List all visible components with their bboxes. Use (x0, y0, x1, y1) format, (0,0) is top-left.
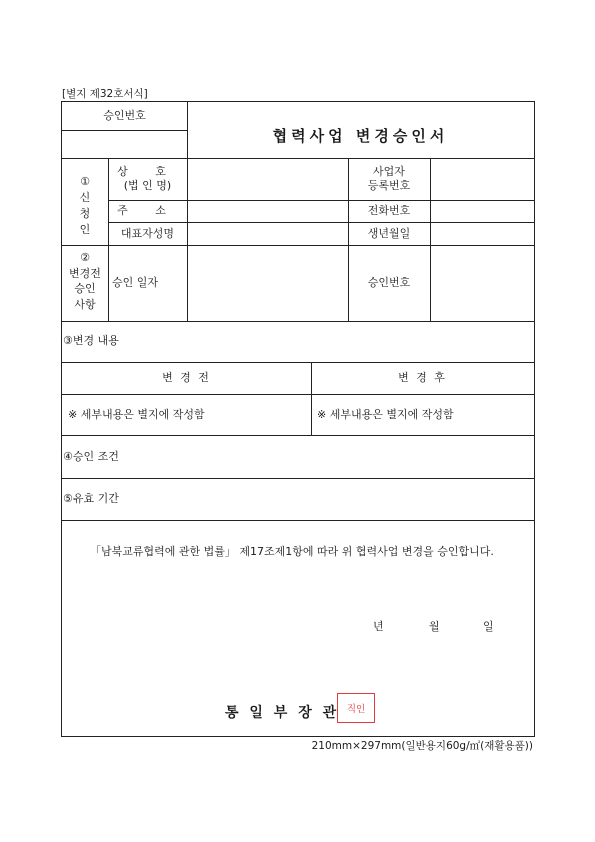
before-change-note: ※ 세부내용은 별지에 작성함 (68, 408, 205, 421)
rule (62, 362, 534, 363)
business-registration-label (348, 165, 430, 193)
address-label: 주 소 (117, 204, 178, 217)
change-content-label: ③변경 내용 (63, 334, 119, 347)
rule (62, 520, 534, 521)
rule (62, 158, 534, 159)
paper-spec-footer: 210mm×297mm(일반용지60g/㎡(재활용품)) (311, 740, 533, 752)
approval-statement: 「남북교류협력에 관한 법률」 제17조제1항에 따라 위 협력사업 변경을 승인합니다. (90, 545, 494, 558)
rule (62, 245, 534, 246)
applicant-number: ① (80, 175, 90, 188)
rule (62, 130, 187, 131)
before-change-header: 변 경 전 (162, 371, 211, 384)
approval-conditions-label: ④승인 조건 (63, 450, 119, 463)
date-month: 월 (429, 620, 440, 633)
approval-form (61, 101, 535, 737)
applicant-label-char: 청 (79, 207, 91, 220)
issuing-official: 통 일 부 장 관 (225, 705, 340, 721)
birth-date-label: 생년월일 (367, 227, 411, 240)
applicant-section-label (62, 174, 108, 238)
prior-approval-label-line: 변경전 (69, 266, 101, 280)
rule (62, 394, 534, 395)
rule (108, 222, 534, 223)
prior-approval-number: ② (80, 251, 90, 264)
rule (62, 435, 534, 436)
approval-number-label: 승인번호 (103, 109, 146, 122)
trade-name-label-line: 상 호 (117, 165, 178, 178)
representative-label: 대표자성명 (120, 227, 175, 240)
applicant-label-char: 인 (79, 223, 91, 236)
prior-approval-label-line: 승인 (74, 282, 96, 295)
applicant-label-char: 신 (79, 191, 91, 204)
after-change-header: 변 경 후 (398, 371, 447, 384)
page-title: 협력사업 변경승인서 (272, 127, 449, 145)
phone-label: 전화번호 (367, 204, 411, 217)
approval-date-label: 승인 일자 (112, 276, 159, 289)
rule (108, 200, 534, 201)
prior-approval-label-line: 사항 (74, 297, 96, 311)
official-seal: 직인 (337, 693, 375, 723)
rule (62, 478, 534, 479)
date-day: 일 (483, 620, 494, 633)
date-year: 년 (373, 620, 384, 633)
after-change-note: ※ 세부내용은 별지에 작성함 (317, 408, 454, 421)
validity-period-label: ⑤유효 기간 (63, 492, 119, 505)
trade-name-label-line: (법 인 명) (123, 179, 172, 192)
trade-name-label (108, 165, 187, 193)
prior-approval-number-label: 승인번호 (367, 276, 411, 289)
business-registration-label-line: 사업자 (373, 165, 405, 178)
prior-approval-section-label (62, 250, 108, 312)
rule (62, 321, 534, 322)
rule (430, 158, 431, 321)
business-registration-label-line: 등록번호 (367, 179, 411, 192)
form-reference: [별지 제32호서식] (62, 88, 148, 100)
